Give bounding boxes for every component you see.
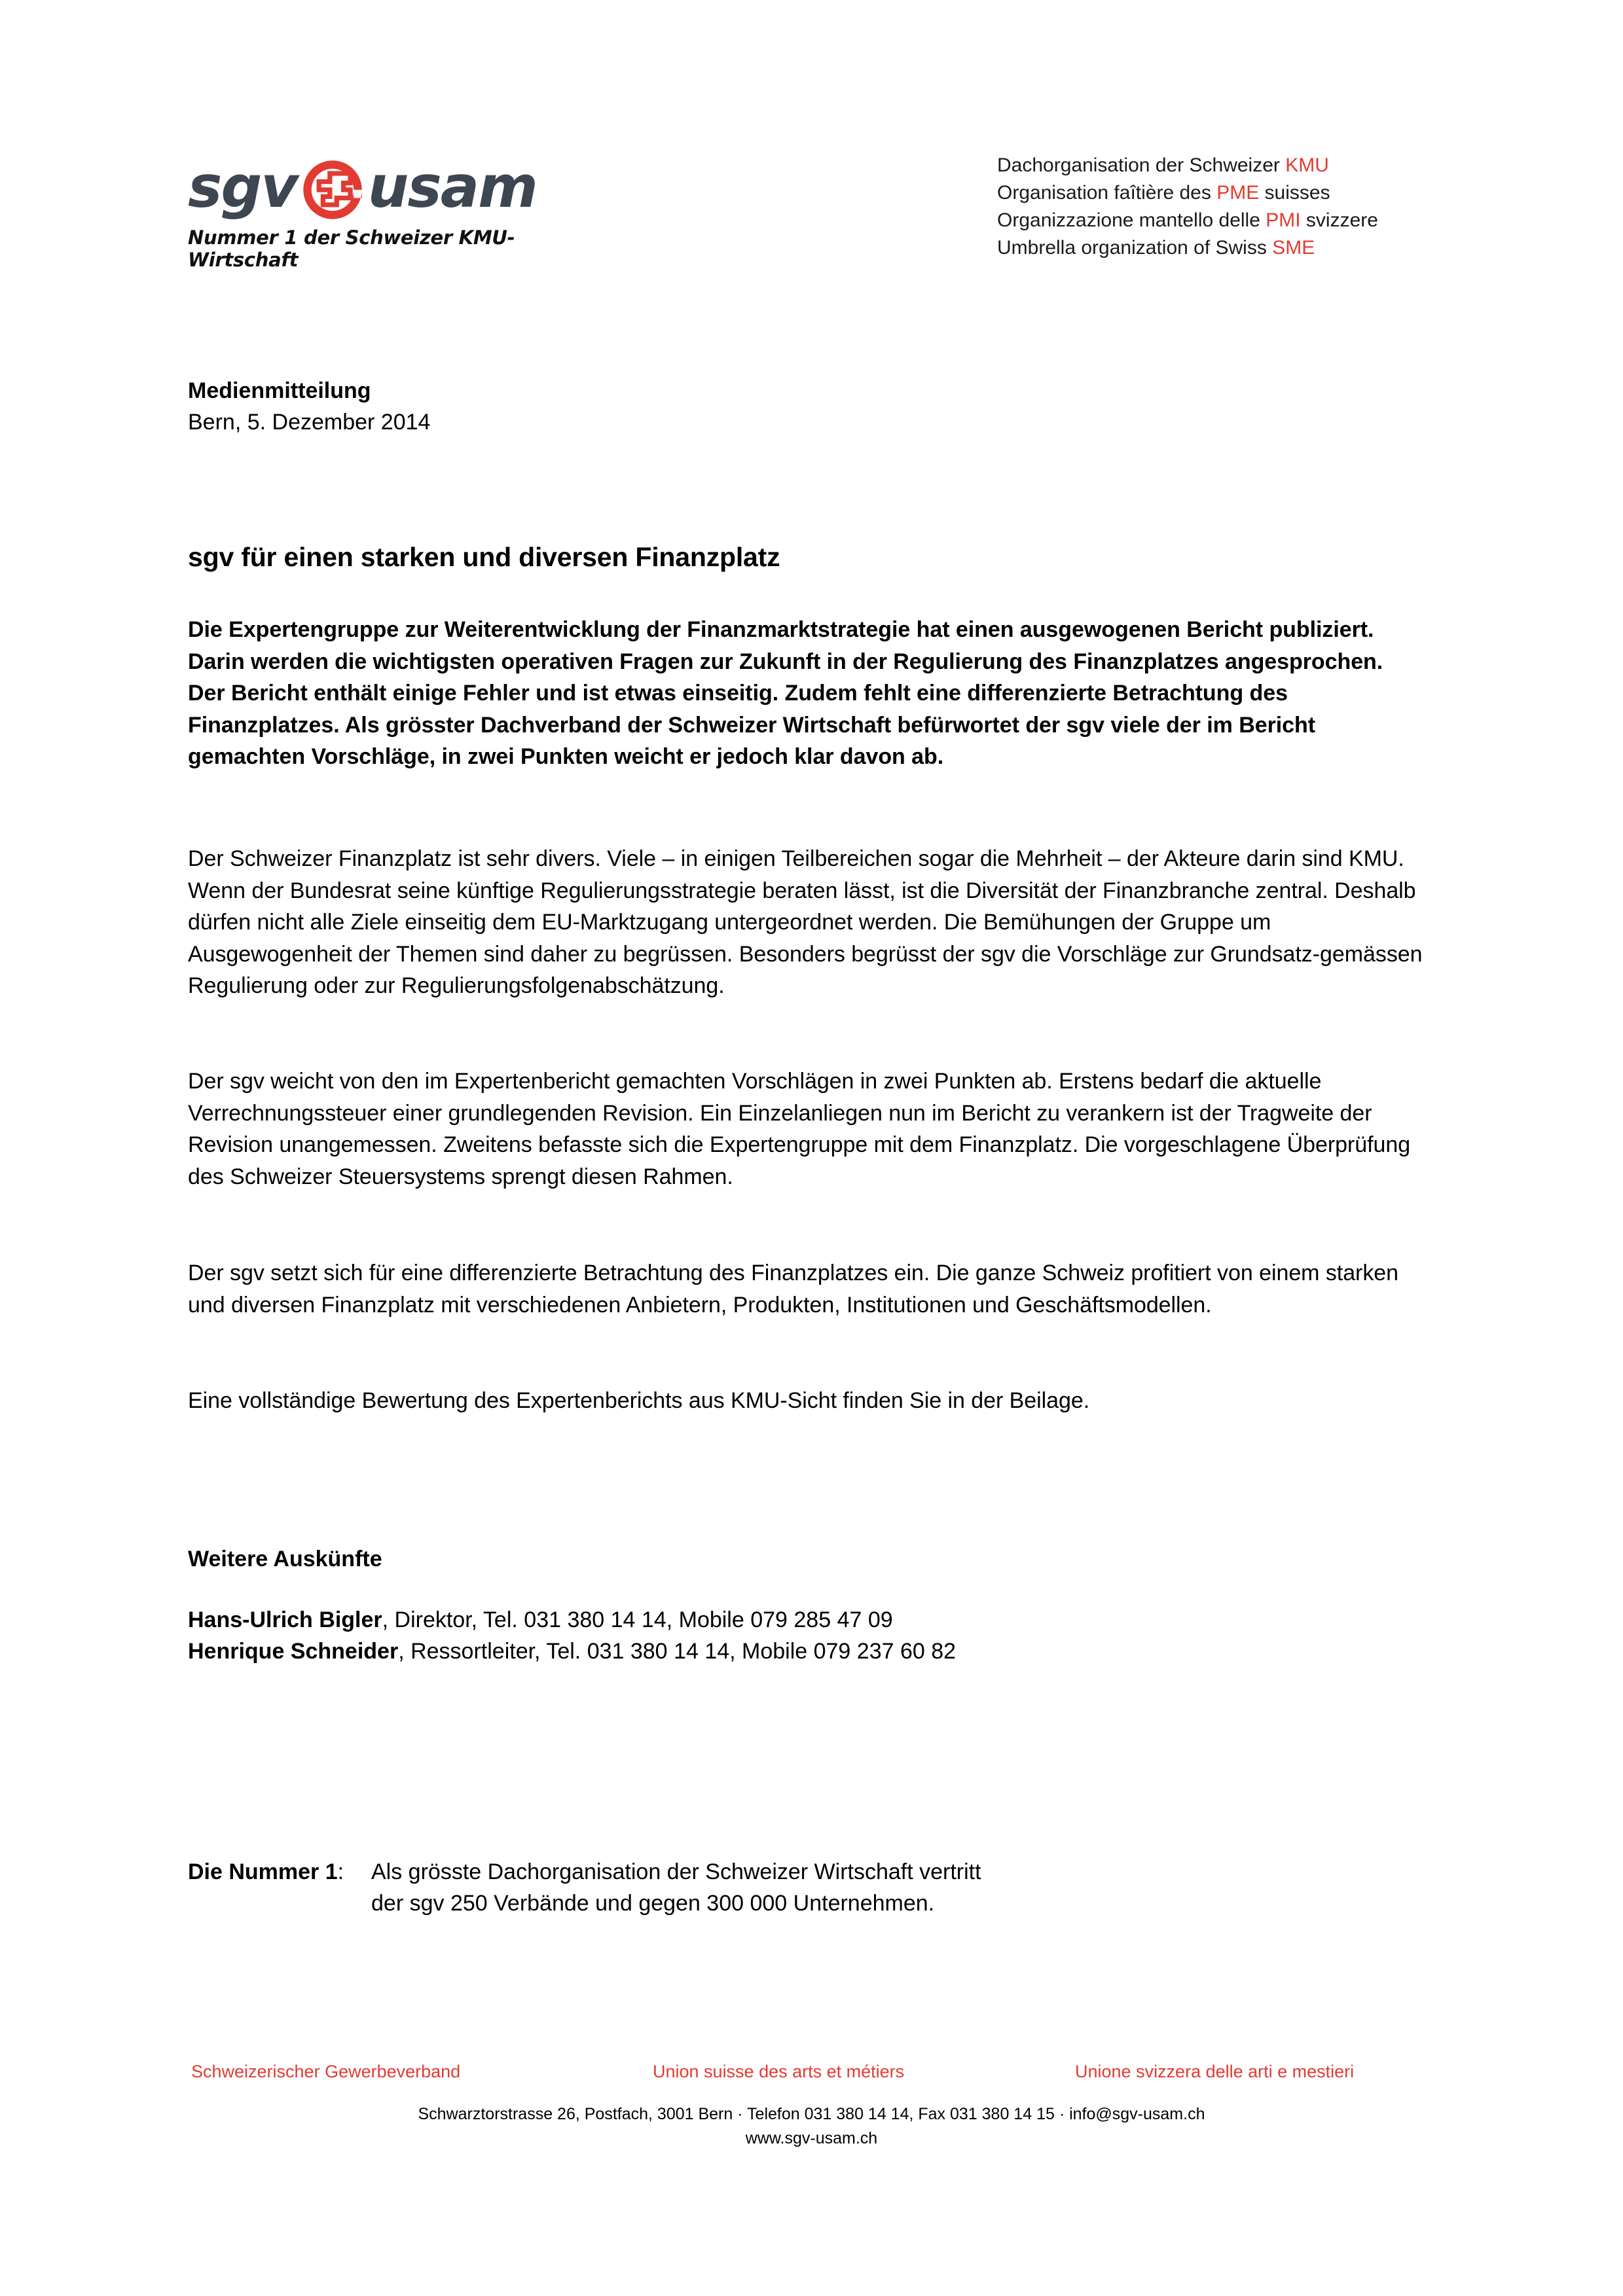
contact-details: , Direktor, Tel. 031 380 14 14, Mobile 079 285 47 09 <box>382 1607 893 1632</box>
header-org-it-acronym: PMI <box>1266 209 1301 231</box>
footer-address-line: Schwarztorstrasse 26, Postfach, 3001 Bern · Telefon 031 380 14 14, Fax 031 380 14 15 · info@sgv-usam.ch <box>418 2105 1205 2123</box>
place-date-label: Bern, 5. Dezember 2014 <box>188 410 431 435</box>
nummer-eins-text <box>371 1856 1425 1919</box>
logo-text-usam: usam <box>367 153 537 221</box>
body-paragraph-2 <box>188 1066 1425 1193</box>
contacts-heading: Weitere Auskünfte <box>188 1547 382 1571</box>
header-org-line-fr <box>997 179 1378 207</box>
body-paragraph-1-text: Der Schweizer Finanzplatz ist sehr divers. Viele – in einigen Teilbereichen sogar die Mehrheit – der Akteure darin sind KMU. Wenn der Bundesrat seine künftige Regulierungsstrategie beraten lässt, ist die Diversität der Finanzbranche zentral. Deshalb dürfen nicht alle Ziele einseitig dem EU-Marktzugang untergeordnet werden. Die Bemühungen der Gruppe um Ausgewogenheit der Themen sind daher zu begrüssen. Besonders begrüsst der sgv die Vorschläge zur Grundsatz-gemässen Regulierung oder zur Regulierungsfolgenabschätzung. <box>188 846 1423 998</box>
header-org-line-en <box>997 234 1378 262</box>
header-org-de-before: Dachorganisation der Schweizer <box>997 154 1286 176</box>
header-org-en-acronym: SME <box>1272 237 1315 259</box>
contact-item <box>188 1636 1425 1667</box>
header-org-en-before: Umbrella organization of Swiss <box>997 237 1273 259</box>
contact-name: Henrique Schneider <box>188 1639 399 1664</box>
contact-item <box>188 1604 1425 1636</box>
nummer-eins-line-2: der sgv 250 Verbände und gegen 300 000 Unternehmen. <box>371 1891 935 1916</box>
header-org-it-before: Organizzazione mantello delle <box>997 209 1266 231</box>
body-paragraph-3-text: Der sgv setzt sich für eine differenzierte Betrachtung des Finanzplatzes ein. Die ganze Schweiz profitiert von einem starken und diversen Finanzplatz mit verschiedenen Anbietern, Produkten, Institutionen und Geschäftsmodellen. <box>188 1261 1398 1318</box>
header-org-fr-acronym: PME <box>1216 182 1260 204</box>
page-title-text: sgv für einen starken und diversen Finanzplatz <box>188 542 780 572</box>
nummer-eins-row <box>188 1856 1425 1919</box>
logo-wordmark <box>188 152 594 223</box>
contact-name: Hans-Ulrich Bigler <box>188 1607 382 1632</box>
logo-tagline: Nummer 1 der Schweizer KMU-Wirtschaft <box>188 226 515 271</box>
lead-paragraph <box>188 614 1425 773</box>
body-paragraph-3 <box>188 1257 1425 1321</box>
footer-contact-details <box>0 2102 1623 2151</box>
header-org-fr-before: Organisation faîtière des <box>997 182 1217 204</box>
body-paragraph-4 <box>188 1385 1425 1417</box>
contacts-list <box>188 1604 1425 1667</box>
logo-text-sgv: sgv <box>188 153 297 221</box>
header-org-it-after: svizzere <box>1300 209 1378 231</box>
header-org-line-it <box>997 207 1378 234</box>
footer-org-it: Unione svizzera delle arti e mestieri <box>1075 2062 1355 2081</box>
sgv-usam-logo <box>188 152 594 271</box>
header-org-line-de <box>997 152 1378 179</box>
header-org-fr-after: suisses <box>1259 182 1330 204</box>
document-meta <box>188 375 1425 438</box>
body-paragraph-2-text: Der sgv weicht von den im Expertenbericht gemachten Vorschlägen in zwei Punkten ab. Erstens bedarf die aktuelle Verrechnungssteuer einer grundlegenden Revision. Ein Einzelanliegen nun im Bericht zu verankern ist der Tragweite der Revision unangemessen. Zweitens befasste sich die Expertengruppe mit dem Finanzplatz. Die vorgeschlagene Überprüfung des Schweizer Steuersystems sprengt diesen Rahmen. <box>188 1069 1411 1189</box>
page-title <box>188 540 1425 574</box>
body-paragraph-4-text: Eine vollständige Bewertung des Expertenberichts aus KMU-Sicht finden Sie in der Beilage. <box>188 1388 1090 1413</box>
nummer-eins-label-bold: Die Nummer 1 <box>188 1859 338 1884</box>
nummer-eins-label-colon: : <box>337 1859 344 1884</box>
sgv-usam-circle-cross-emblem <box>299 156 367 224</box>
body-paragraph-1 <box>188 843 1425 1002</box>
lead-paragraph-text: Die Expertengruppe zur Weiterentwicklung der Finanzmarktstrategie hat einen ausgewogenen Bericht publiziert. Darin werden die wichtigsten operativen Fragen zur Zukunft in der Regulierung des Finanzplatzes angesprochen. Der Bericht enthält einige Fehler und ist etwas einseitig. Zudem fehlt eine differenzierte Betrachtung des Finanzplatzes. Als grösster Dachverband der Schweizer Wirtschaft befürwortet der sgv viele der im Bericht gemachten Vorschläge, in zwei Punkten weicht er jedoch klar davon ab. <box>188 617 1383 769</box>
nummer-eins-line-1: Als grösste Dachorganisation der Schweizer Wirtschaft vertritt <box>371 1859 981 1884</box>
header-organization-names <box>997 152 1378 262</box>
footer-organization-names <box>0 2062 1623 2090</box>
contact-details: , Ressortleiter, Tel. 031 380 14 14, Mobile 079 237 60 82 <box>398 1639 957 1664</box>
nummer-eins-block <box>188 1856 1425 1919</box>
footer-website: www.sgv-usam.ch <box>745 2129 878 2147</box>
header-org-de-acronym: KMU <box>1285 154 1329 176</box>
contacts-section <box>188 1543 1425 1575</box>
nummer-eins-label <box>188 1856 371 1919</box>
footer-org-fr: Union suisse des arts et métiers <box>653 2062 905 2081</box>
page-header <box>0 139 1623 270</box>
page-footer <box>0 2062 1623 2151</box>
doc-type-label: Medienmitteilung <box>188 378 371 403</box>
footer-org-de: Schweizerischer Gewerbeverband <box>191 2062 461 2081</box>
